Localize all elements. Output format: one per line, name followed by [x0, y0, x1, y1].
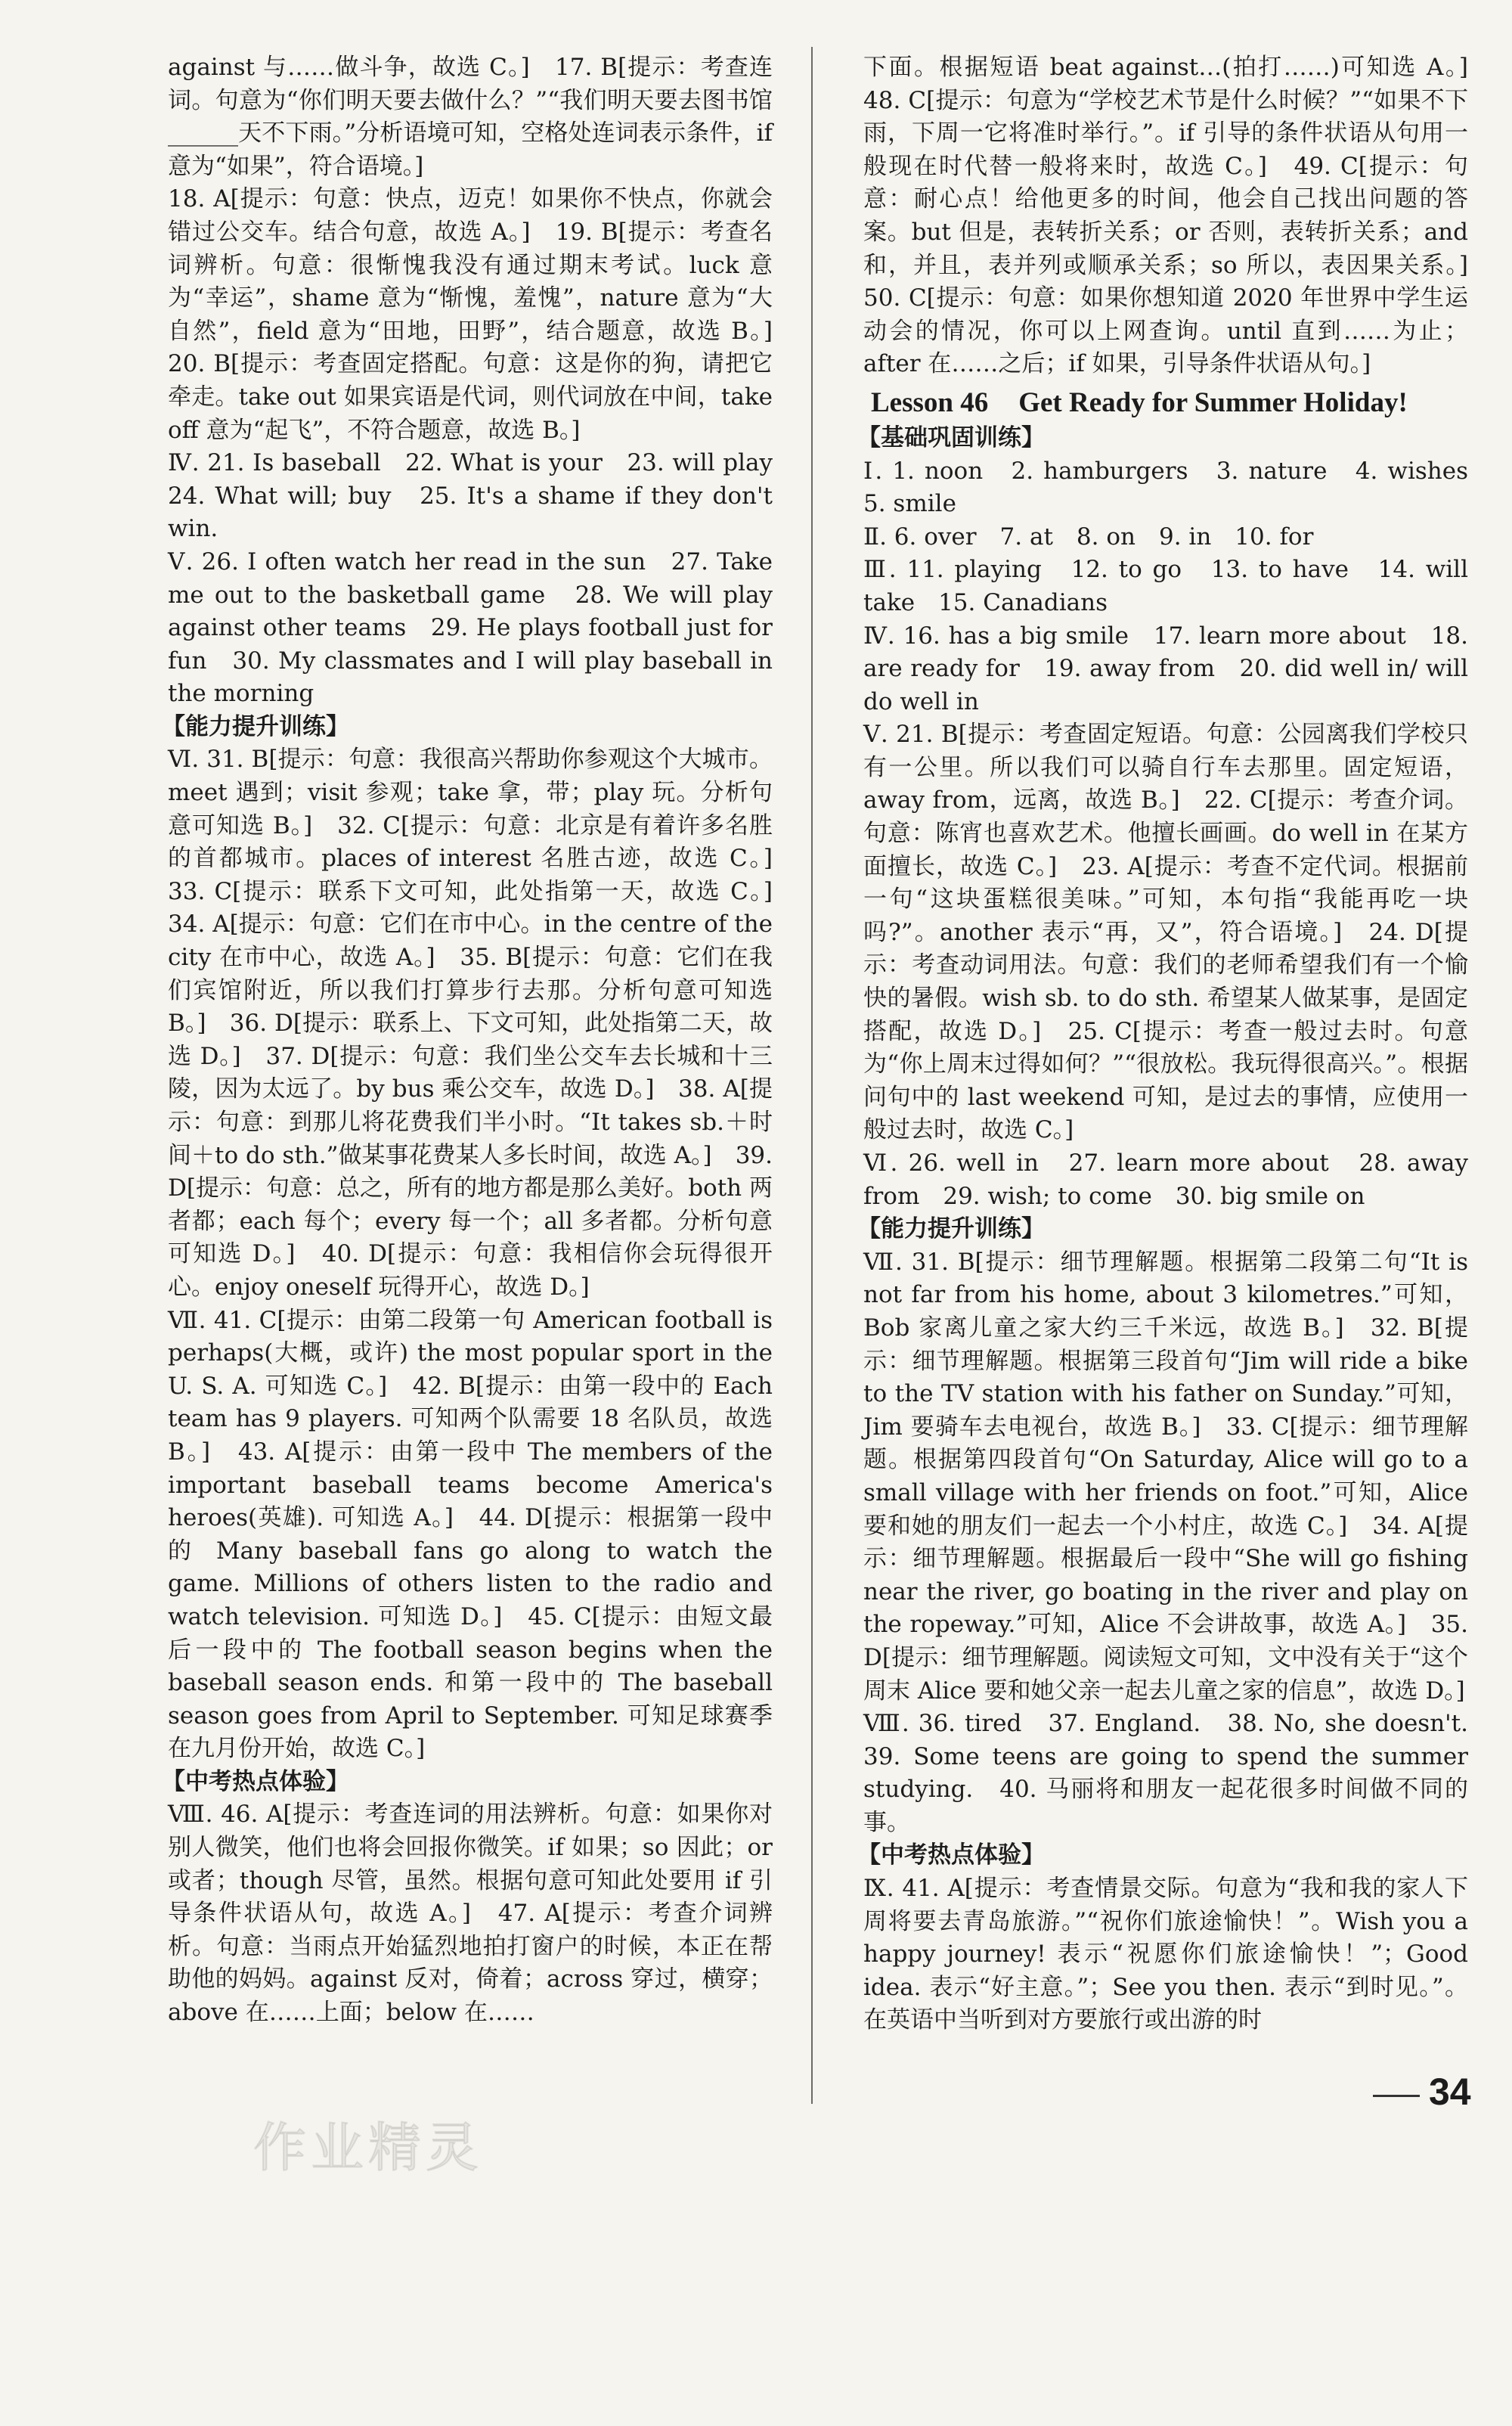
- answer-paragraph: Ⅶ. 41. C[提示：由第二段第一句 American football is perhaps(大概，或许) the most popular sport in the U. S. A. 可知选 C。] 42. B[提示：由第一段中的 Each team has 9 players. 可知两个队需要 18 名队员，故选 B。] 43. A[提示：由第一段中 The members of the important baseball teams become America's heroes(英雄). 可知选 A。] 44. D[提示：根据第一段中的 Many baseball fans go along to watch the game. Millions of others listen to the radio and watch television. 可知选 D。] 45. C[提示：由短文最后一段中的 The football season begins when the baseball season ends. 和第一段中的 The baseball season goes from April to September. 可知足球赛季在九月份开始，故选 C。]: [168, 1306, 773, 1763]
- watermark: 作业精灵: [253, 2117, 483, 2179]
- answer-paragraph: Ⅰ. 1. noon 2. hamburgers 3. nature 4. wishes 5. smile: [863, 457, 1492, 518]
- answer-paragraph: against 与……做斗争，故选 C。] 17. B[提示：考查连词。句意为“你们明天要去做什么？”“我们明天要去图书馆______天不下雨。”分析语境可知，空格处连词表示条件，if 意为“如果”，符合语境。]: [168, 54, 773, 180]
- answer-paragraph: Ⅷ. 36. tired 37. England. 38. No, she doesn't. 39. Some teens are going to spend the summer studying. 40. 马丽将和朋友一起花很多时间做不同的事。: [863, 1710, 1492, 1836]
- section-header: 【能力提升训练】: [162, 712, 349, 740]
- answer-paragraph: 下面。根据短语 beat against…(拍打……)可知选 A。] 48. C[提示：句意为“学校艺术节是什么时候？”“如果不下雨，下周一它将准时举行。”。if 引导的条件状语从句用一般现在时代替一般将来时，故选 C。] 49. C[提示：句意：耐心点！给他更多的时间，他会自己找出问题的答案。but 但是，表转折关系；or 否则，表转折关系；and 和，并且，表并列或顺承关系；so 所以，表因果关系。] 50. C[提示：句意：如果你想知道 2020 年世界中学生运动会的情况，你可以上网查询。until 直到……为止；after 在……之后；if 如果，引导条件状语从句。]: [863, 54, 1492, 378]
- section-header: 【中考热点体验】: [857, 1841, 1045, 1869]
- page-number-rule: [1373, 2095, 1420, 2097]
- answer-paragraph: Ⅴ. 21. B[提示：考查固定短语。句意：公园离我们学校只有一公里。所以我们可以骑自行车去那里。固定短语，away from，远离，故选 B。] 22. C[提示：考查介词。句意：陈宵也喜欢艺术。他擅长画画。do well in 在某方面擅长，故选 C。] 23. A[提示：考查不定代词。根据前一句“这块蛋糕很美味。”可知，本句指“我能再吃一块吗?”。another 表示“再，又”，符合语境。] 24. D[提示：考查动词用法。句意：我们的老师希望我们有一个愉快的暑假。wish sb. to do sth. 希望某人做某事，是固定搭配，故选 D。] 25. C[提示：考查一般过去时。句意为“你上周末过得如何？”“很放松。我玩得很高兴。”。根据问句中的 last weekend 可知，是过去的事情，应使用一般过去时，故选 C。]: [863, 721, 1468, 1144]
- answer-paragraph: Ⅲ. 11. playing 12. to go 13. to have 14. will take 15. Canadians: [863, 556, 1468, 616]
- answer-paragraph: Ⅵ. 31. B[提示：句意：我很高兴帮助你参观这个大城市。meet 遇到；visit 参观；take 拿，带；play 玩。分析句意可知选 B。] 32. C[提示：句意：北京是有着许多名胜的首都城市。places of interest 名胜古迹，故选 C。] 33. C[提示：联系下文可知，此处指第一天，故选 C。] 34. A[提示：句意：它们在市中心。in the centre of the city 在市中心，故选 A。] 35. B[提示：句意：它们在我们宾馆附近，所以我们打算步行去那。分析句意可知选 B。] 36. D[提示：联系上、下文可知，此处指第二天，故选 D。] 37. D[提示：句意：我们坐公交车去长城和十三陵，因为太远了。by bus 乘公交车，故选 D。] 38. A[提示：句意：到那儿将花费我们半小时。“It takes sb.＋时间＋to do sth.”做某事花费某人多长时间，故选 A。] 39. D[提示：句意：总之，所有的地方都是那么美好。both 两者都；each 每个；every 每一个；all 多者都。分析句意可知选 D。] 40. D[提示：句意：我相信你会玩得很开心。enjoy oneself 玩得开心，故选 D。]: [168, 746, 796, 1301]
- lesson-label: Lesson 46: [871, 386, 989, 418]
- section-header: 【能力提升训练】: [857, 1215, 1045, 1243]
- page-number: 34: [1429, 2071, 1471, 2113]
- answer-paragraph: Ⅴ. 26. I often watch her read in the sun 27. Take me out to the basketball game 28. We will play against other teams 29. He plays football just for fun 30. My classmates and I will play baseball in the morning: [168, 548, 773, 708]
- answer-paragraph: Ⅷ. 46. A[提示：考查连词的用法辨析。句意：如果你对别人微笑，他们也将会回报你微笑。if 如果；so 因此；or 或者；though 尽管，虽然。根据句意可知此处要用 if 引导条件状语从句，故选 A。] 47. A[提示：考查介词辨析。句意：当雨点开始猛烈地拍打窗户的时候，本正在帮助他的妈妈。against 反对，倚着；across 穿过，横穿；above 在……上面；below 在……: [168, 1801, 773, 2027]
- lesson-title: Get Ready for Summer Holiday!: [1018, 386, 1408, 418]
- answer-paragraph: Ⅳ. 21. Is baseball 22. What is your 23. will play 24. What will; buy 25. It's a shame if they don't win.: [168, 449, 796, 543]
- column-divider: [811, 47, 813, 2104]
- answer-paragraph: Ⅵ. 26. well in 27. learn more about 28. away from 29. wish; to come 30. big smile on: [863, 1149, 1468, 1210]
- left-column: [162, 51, 796, 2030]
- section-header: 【中考热点体验】: [162, 1767, 349, 1795]
- right-column: [857, 51, 1492, 2037]
- answer-paragraph: Ⅶ. 31. B[提示：细节理解题。根据第二段第二句“It is not far from his home, about 3 kilometres.”可知，Bob 家离儿童之家大约三千米远，故选 B。] 32. B[提示：细节理解题。根据第三段首句“Jim will ride a bike to the TV station with his father on Sunday.”可知，Jim 要骑车去电视台，故选 B。] 33. C[提示：细节理解题。根据第四段首句“On Saturday, Alice will go to a small village with her friends on foot.”可知，Alice 要和她的朋友们一起去一个小村庄，故选 C。] 34. A[提示：细节理解题。根据最后一段中“She will go fishing near the river, go boating in the river and play on the ropeway.”可知，Alice 不会讲故事，故选 A。] 35. D[提示：细节理解题。阅读短文可知，文中没有关于“这个周末 Alice 要和她父亲一起去儿童之家的信息”，故选 D。]: [863, 1248, 1468, 1705]
- section-header: 【基础巩固训练】: [857, 423, 1045, 451]
- lesson-heading: [871, 384, 1468, 422]
- answer-paragraph: Ⅱ. 6. over 7. at 8. on 9. in 10. for: [863, 523, 1314, 551]
- answer-paragraph: Ⅸ. 41. A[提示：考查情景交际。句意为“我和我的家人下周将要去青岛旅游。”“祝你们旅途愉快！”。Wish you a happy journey! 表示“祝愿你们旅途愉快！”；Good idea. 表示“好主意。”；See you then. 表示“到时见。”。在英语中当听到对方要旅行或出游的时: [863, 1875, 1468, 2034]
- answer-paragraph: 18. A[提示：句意：快点，迈克！如果你不快点，你就会错过公交车。结合句意，故选 A。] 19. B[提示：考查名词辨析。句意：很惭愧我没有通过期末考试。luck 意为“幸运”，shame 意为“惭愧，羞愧”，nature 意为“大自然”，field 意为“田地，田野”，结合题意，故选 B。] 20. B[提示：考查固定搭配。句意：这是你的狗，请把它牵走。take out 如果宾语是代词，则代词放在中间，take off 意为“起飞”，不符合题意，故选 B。]: [168, 185, 796, 444]
- answer-paragraph: Ⅳ. 16. has a big smile 17. learn more about 18. are ready for 19. away from 20. did well in/ will do well in: [863, 622, 1468, 715]
